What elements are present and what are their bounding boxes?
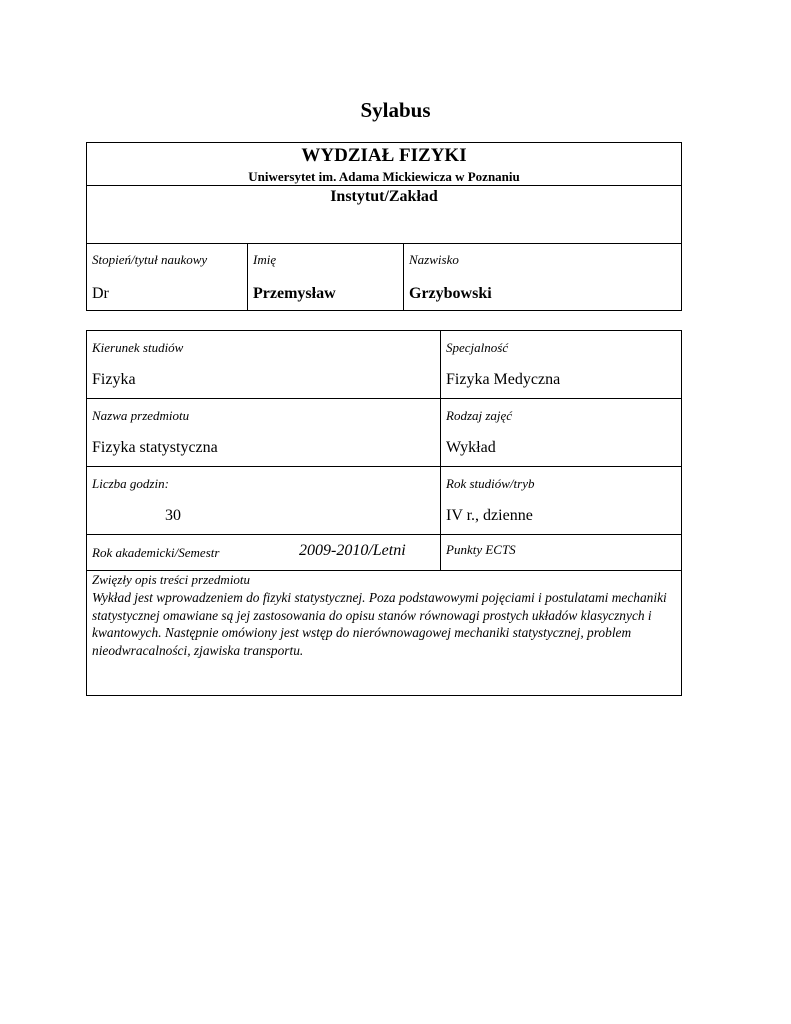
ects-cell [441, 535, 681, 570]
ects-label: Punkty ECTS [446, 542, 516, 557]
class-type-cell [441, 399, 681, 466]
hours-cell [87, 467, 441, 534]
header-table [86, 142, 682, 311]
field-cell [87, 331, 441, 398]
specialty-label: Specjalność [446, 340, 509, 355]
academic-year-value: 2009-2010/Letni [299, 542, 406, 559]
academic-year-row [87, 535, 681, 571]
first-name-value: Przemysław [253, 285, 336, 302]
field-label: Kierunek studiów [92, 340, 184, 355]
faculty-name: WYDZIAŁ FIZYKI [301, 145, 467, 166]
hours-label: Liczba godzin: [92, 476, 169, 491]
last-name-value: Grzybowski [409, 285, 492, 302]
degree-label: Stopień/tytuł naukowy [92, 252, 208, 267]
last-name-cell [404, 244, 681, 310]
subject-row [87, 399, 681, 467]
class-type-label: Rodzaj zajęć [446, 408, 513, 423]
hours-value: 30 [165, 507, 181, 524]
specialty-cell [441, 331, 681, 398]
document-title: Sylabus [360, 98, 431, 122]
year-mode-value: IV r., dzienne [446, 507, 533, 524]
degree-cell [87, 244, 248, 310]
subject-cell [87, 399, 441, 466]
university-name: Uniwersytet im. Adama Mickiewicza w Poznaniu [248, 169, 520, 184]
description-row [87, 571, 681, 695]
field-row [87, 331, 681, 399]
faculty-block [87, 143, 681, 186]
degree-value: Dr [92, 285, 109, 302]
year-mode-cell [441, 467, 681, 534]
institute-label: Instytut/Zakład [330, 188, 438, 205]
subject-value: Fizyka statystyczna [92, 439, 218, 456]
course-table [86, 330, 682, 696]
person-row [87, 244, 681, 310]
description-text: Wykład jest wprowadzeniem do fizyki statystycznej. Poza podstawowymi pojęciami i postulatami mechaniki statystycznej omawiane są jej zastosowania do opisu stanów równowagi prostych układów klasycznych i kwantowych. Następnie omówiony jest wstęp do nierównowagowej mechaniki statystycznej, problem nieodwracalności, zjawiska transportu. [92, 590, 667, 658]
subject-label: Nazwa przedmiotu [92, 408, 190, 423]
last-name-label: Nazwisko [409, 252, 459, 267]
academic-year-label: Rok akademicki/Semestr [92, 545, 220, 560]
class-type-value: Wykład [446, 439, 496, 456]
field-value: Fizyka [92, 371, 136, 388]
hours-row [87, 467, 681, 535]
specialty-value: Fizyka Medyczna [446, 371, 561, 388]
first-name-cell [248, 244, 404, 310]
institute-block [87, 186, 681, 244]
year-mode-label: Rok studiów/tryb [446, 476, 535, 491]
first-name-label: Imię [253, 252, 277, 267]
description-label: Zwięzły opis treści przedmiotu [92, 572, 251, 587]
academic-year-cell [87, 535, 441, 570]
